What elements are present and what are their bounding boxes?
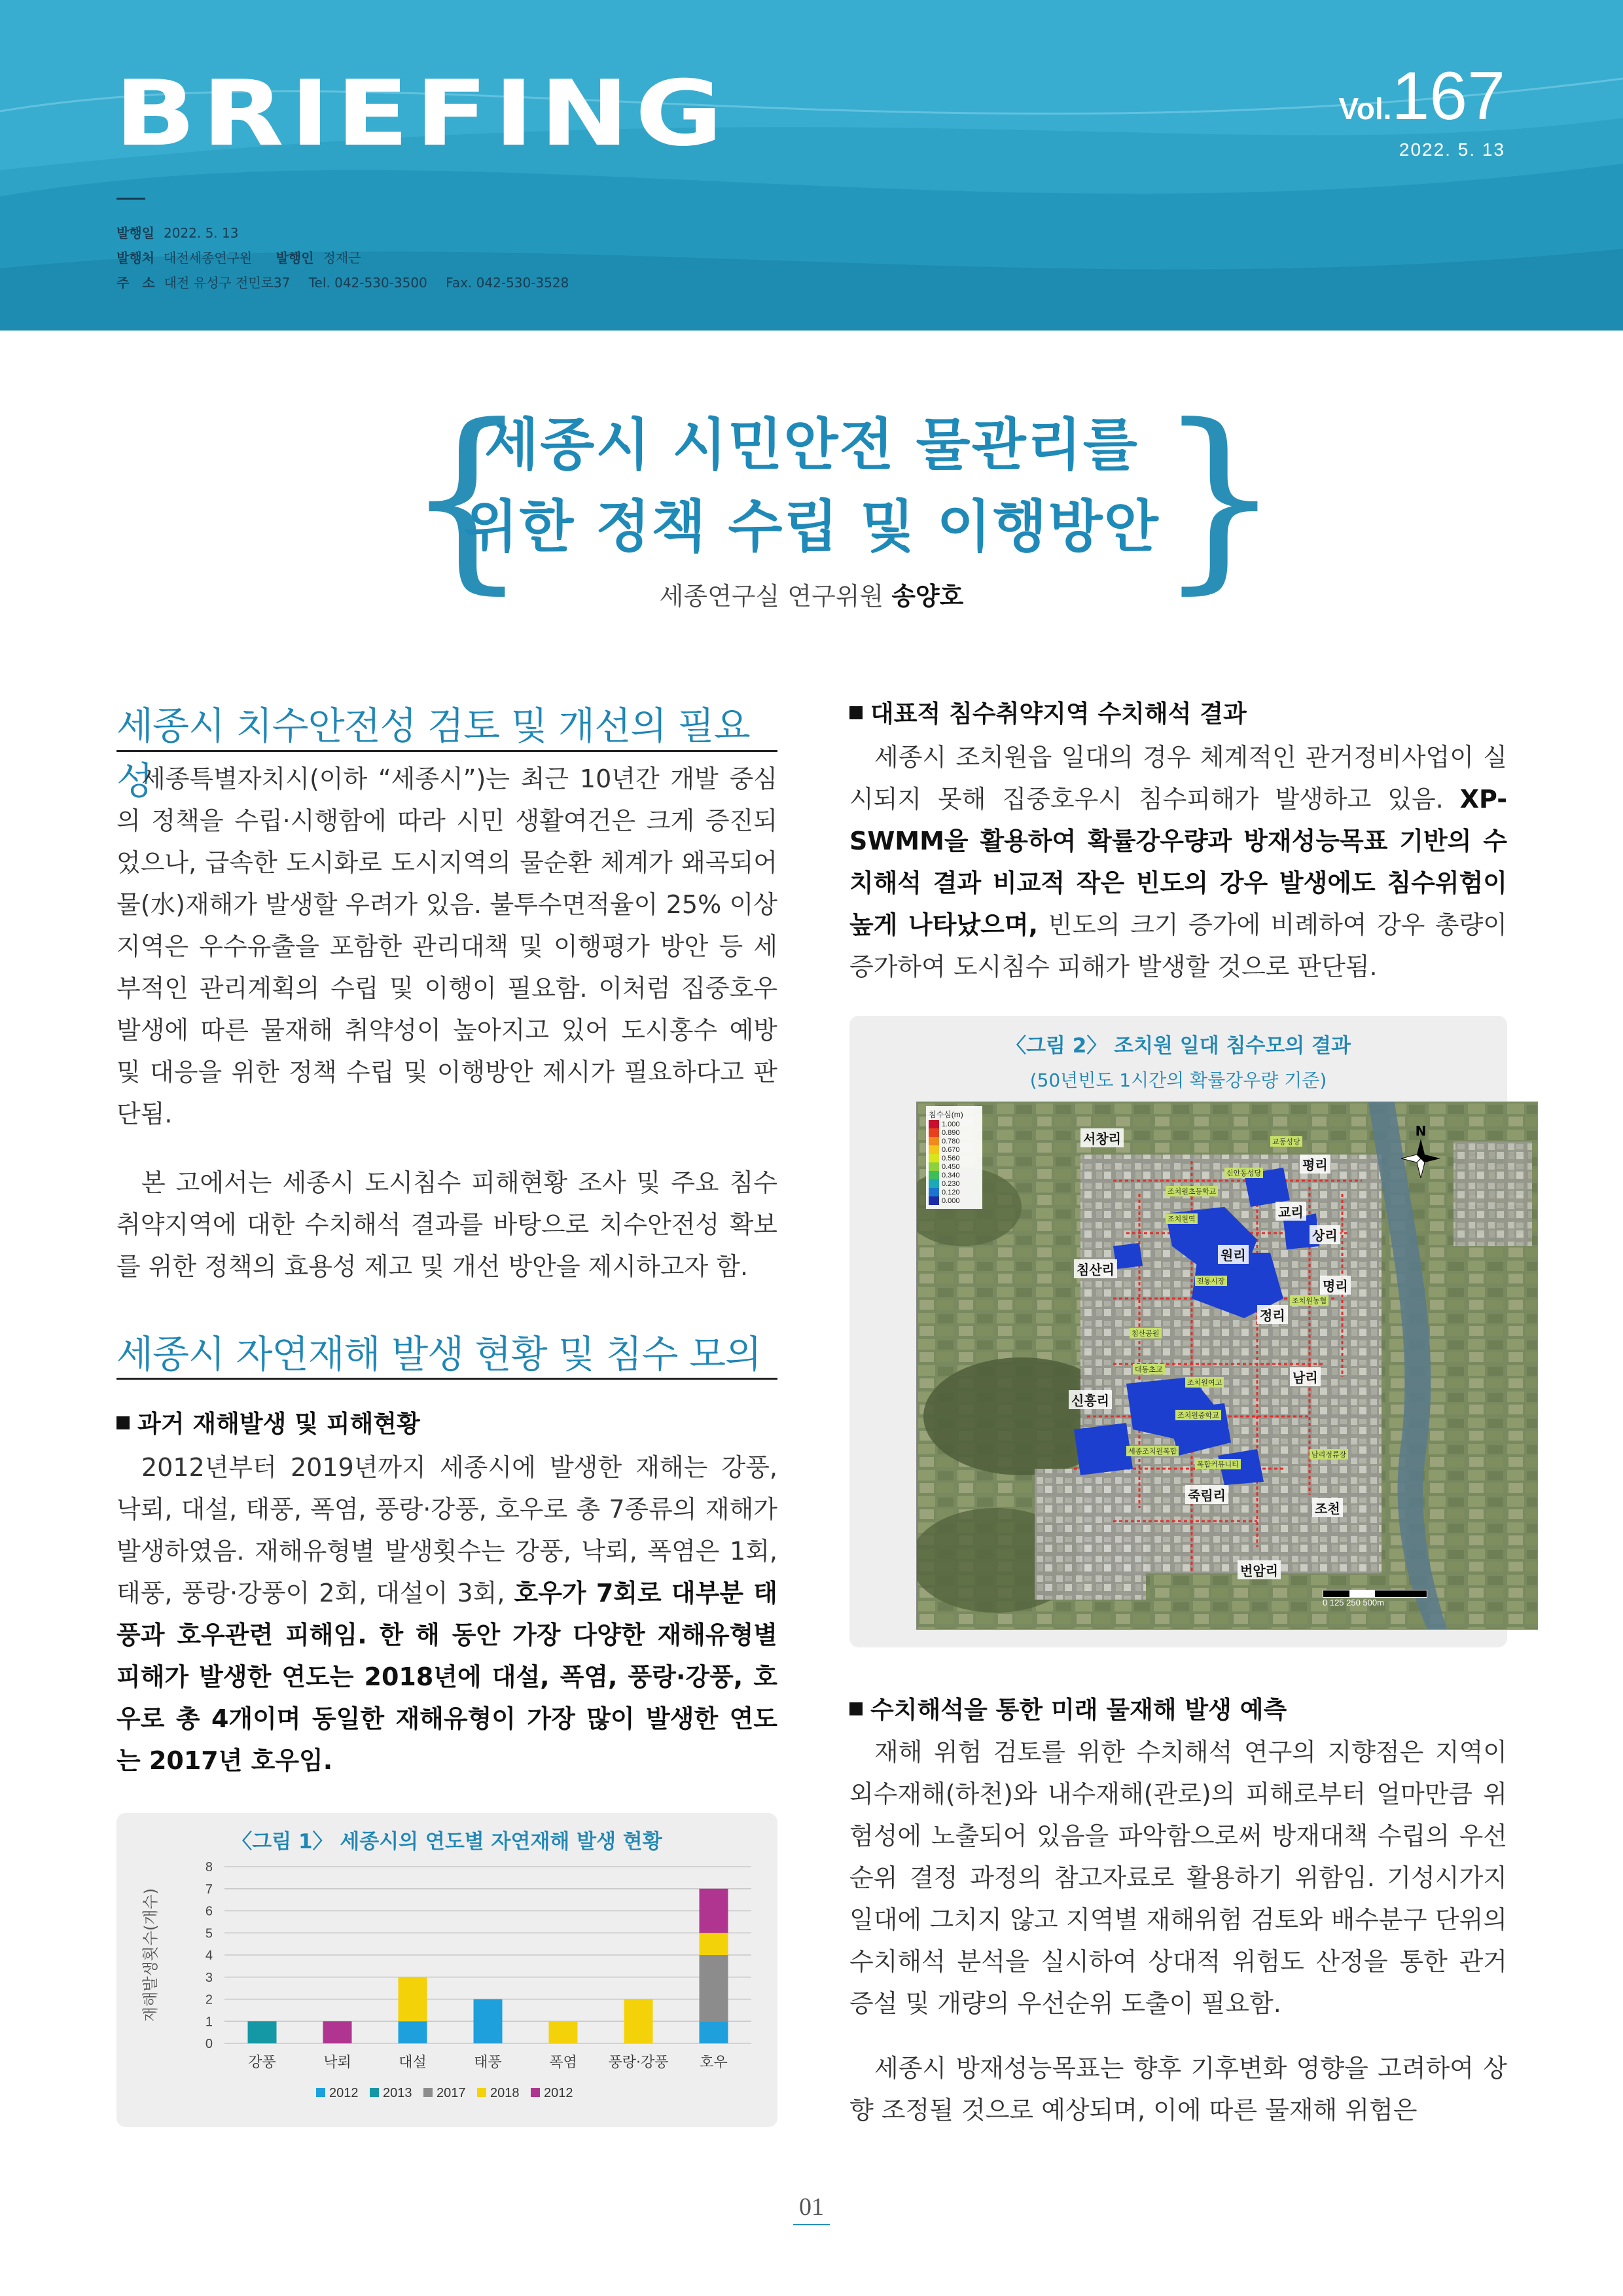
bar-segment: [399, 1977, 427, 2022]
legend-title: 침수심(m): [929, 1110, 963, 1119]
scale-bar: [1323, 1590, 1427, 1607]
legend-row: [929, 1128, 980, 1137]
facility-label: 조치원여고: [1185, 1377, 1224, 1388]
legend-value: 0.340: [942, 1171, 960, 1179]
figure2-subtitle: (50년빈도 1시간의 확률강우량 기준): [1029, 1069, 1327, 1091]
issue-date: 2022. 5. 13: [1399, 139, 1505, 160]
legend-row: [929, 1120, 980, 1128]
facility-label: 조치원농협: [1290, 1295, 1329, 1306]
legend-color: [929, 1154, 939, 1162]
author-name: 송양호: [891, 582, 964, 611]
place-label: 상리: [1310, 1225, 1340, 1244]
facility-label: 조치원초등학교: [1166, 1186, 1218, 1196]
scale-label: 0 125 250 500m: [1323, 1598, 1384, 1607]
y-tick-label: 0: [205, 2037, 213, 2051]
publisher-label: 발행처: [116, 250, 154, 266]
right-para1-c: 빈도의 크기 증가에 비례하여 강우 총량이 증가하여 도시침수 피해가 발생할 것으로 판단됨.: [849, 910, 1507, 981]
address-value: 대전 유성구 전민로37: [164, 275, 291, 291]
legend-value: 0.670: [942, 1145, 960, 1154]
address-row: [116, 272, 569, 291]
legend-swatch: [316, 2088, 325, 2097]
place-label: 번암리: [1238, 1560, 1281, 1579]
section1-heading: 세종시 치수안전성 검토 및 개선의 필요성: [116, 704, 750, 803]
right-subheading2: [849, 1690, 1287, 1725]
x-tick-label: 호우: [700, 2054, 728, 2071]
page-title-line1: 세종시 시민안전 물관리를: [484, 412, 1139, 478]
legend-row: [929, 1162, 980, 1171]
figure1-chart: [116, 1847, 777, 2122]
page-title-line2: 위한 정책 수립 및 이행방안: [463, 494, 1160, 560]
right-subheading2-text: 수치해석을 통한 미래 물재해 발생 예측: [870, 1696, 1287, 1724]
header-banner: [0, 0, 1623, 331]
address-label: 주 소: [116, 275, 155, 291]
place-label: 원리: [1218, 1245, 1249, 1264]
issuer-value: 정재근: [323, 250, 361, 266]
author-affiliation: 세종연구실 연구위원: [659, 582, 884, 611]
bar-segment: [474, 2000, 503, 2044]
facility-label: 남리정류장: [1310, 1449, 1348, 1460]
facility-label: 조치원역: [1166, 1213, 1198, 1224]
facility-label: 세종조치원복합: [1126, 1446, 1179, 1456]
fax-value: Fax. 042-530-3528: [446, 275, 569, 291]
page-number: 01: [799, 2193, 824, 2221]
issuer-label: 발행인: [276, 250, 314, 266]
legend-swatch: [477, 2088, 486, 2097]
place-label: 침산리: [1074, 1259, 1117, 1278]
legend-color: [929, 1196, 939, 1205]
x-tick-label: 풍랑·강풍: [608, 2054, 669, 2071]
x-tick-label: 폭염: [549, 2054, 577, 2071]
square-bullet-icon: [849, 1702, 863, 1715]
bar-segment: [700, 2021, 728, 2043]
section2-subheading: [116, 1404, 420, 1439]
facility-label: 복합커뮤니티: [1195, 1459, 1241, 1469]
volume-label: Vol.: [1338, 92, 1392, 126]
square-bullet-icon: [116, 1416, 130, 1429]
legend-value: 0.120: [942, 1188, 960, 1196]
right-para2: 재해 위험 검토를 위한 수치해석 연구의 지향점은 지역이 외수재해(하천)와 내수재해(관로)의 피해로부터 얼마만큼 위험성에 노출되어 있음을 파악함으로써 방재대책 수립의 우선순위 결정 과정의 참고자료로 활용하기 위함임. 기성시가지 일대에 그치지 않고 지역별 재해위험 검토와 배수분구 단위의 수치해석 분석을 실시하여 상대적 위험도 산정을 통한 관거 증설 및 개량의 우선순위 도출이 필요함.: [849, 1738, 1507, 2018]
legend-row: [929, 1171, 980, 1179]
section1-para2: 본 고에서는 세종시 도시침수 피해현황 조사 및 주요 침수 취약지역에 대한 수치해석 결과를 바탕으로 치수안전성 확보를 위한 정책의 효용성 제고 및 개선 방안을 제시하고자 함.: [116, 1168, 777, 1281]
legend-row: [929, 1188, 980, 1196]
x-tick-label: 태풍: [474, 2054, 502, 2071]
y-tick-label: 8: [205, 1860, 213, 1874]
y-axis-label: 재해발생횟수(개수): [141, 1888, 160, 2022]
pub-date-label: 발행일: [116, 225, 154, 241]
legend-swatch: [370, 2088, 379, 2097]
legend-label: 2012: [544, 2086, 573, 2100]
place-label: 평리: [1300, 1155, 1330, 1174]
facility-label: 조치원중학교: [1175, 1410, 1221, 1420]
volume-badge: [1338, 58, 1505, 134]
right-subheading1: [849, 694, 1247, 729]
legend-color: [929, 1162, 939, 1171]
y-tick-label: 3: [205, 1970, 213, 1985]
bar-segment: [323, 2021, 352, 2043]
author-line: [386, 576, 1237, 612]
volume-number: 167: [1391, 58, 1505, 134]
publisher-rule: [116, 198, 145, 200]
legend-color: [929, 1145, 939, 1154]
legend-row: [929, 1137, 980, 1145]
publisher-row: [116, 247, 361, 266]
x-tick-label: 강풍: [248, 2054, 276, 2071]
figure2-title: 〈그림 2〉 조치원 일대 침수모의 결과: [1006, 1034, 1351, 1058]
facility-label: 교동성당: [1270, 1136, 1302, 1147]
bar-segment: [700, 1889, 728, 1933]
place-label: 죽림리: [1185, 1485, 1228, 1504]
pub-date-value: 2022. 5. 13: [163, 225, 239, 241]
bar-segment: [248, 2021, 277, 2043]
bar-segment: [700, 1955, 728, 2021]
brand-title: BRIEFING: [115, 61, 729, 166]
legend-color: [929, 1128, 939, 1137]
bar-segment: [624, 2000, 653, 2044]
place-label: 신흥리: [1069, 1390, 1112, 1409]
bar-segment: [700, 1933, 728, 1955]
bar-segment: [549, 2021, 578, 2043]
legend-value: 0.890: [942, 1128, 960, 1137]
place-label: 명리: [1320, 1276, 1351, 1295]
x-tick-label: 대설: [399, 2054, 427, 2071]
legend-rows: [929, 1120, 980, 1205]
x-tick-label: 낙뢰: [323, 2054, 351, 2071]
y-tick-label: 5: [205, 1926, 213, 1941]
page-number-rule: [793, 2224, 830, 2225]
right-para1-a: 세종시 조치원읍 일대의 경우 체계적인 관거정비사업이 실시되지 못해 집중호우시 침수피해가 발생하고 있음.: [849, 743, 1507, 814]
left-brace: {: [404, 383, 529, 611]
flood-depth-legend: [926, 1106, 982, 1209]
right-para3: 세종시 방재성능목표는 향후 기후변화 영향을 고려하여 상향 조정될 것으로 예상되며, 이에 따른 물재해 위험은: [849, 2054, 1507, 2125]
right-para1-bold: XP-SWMM을 활용하여 확률강우량과 방재성능목표 기반의 수치해석 결과 비교적 작은 빈도의 강우 발생에도 침수위험이 높게 나타났으며,: [849, 785, 1507, 939]
legend-label: 2013: [383, 2086, 412, 2100]
section1-para1: 세종특별자치시(이하 “세종시”)는 최근 10년간 개발 중심의 정책을 수립·시행함에 따라 시민 생활여건은 크게 증진되었으나, 급속한 도시화로 도시지역의 물순환 체계가 왜곡되어 물(水)재해가 발생할 우려가 있음. 불투수면적율이 25% 이상 지역은 우수유출을 포함한 관리대책 및 이행평가 방안 등 세부적인 관리계획의 수립 및 이행이 필요함. 이처럼 집중호우 발생에 따른 물재해 취약성이 높아지고 있어 도시홍수 예방 및 대응을 위한 정책 수립 및 이행방안 제시가 필요하다고 판단됨.: [116, 764, 777, 1128]
legend-swatch: [531, 2088, 540, 2097]
section1-rule: [116, 750, 777, 752]
section2-para-bold: 호우가 7회로 대부분 태풍과 호우관련 피해임. 한 해 동안 가장 다양한 재해유형별 피해가 발생한 연도는 2018년에 대설, 폭염, 풍랑·강풍, 호우로 총 4개이며 동일한 재해유형이 가장 많이 발생한 연도는 2017년 호우임.: [116, 1579, 777, 1775]
legend-color: [929, 1120, 939, 1128]
section2-subheading-text: 과거 재해발생 및 피해현황: [137, 1410, 420, 1438]
bar-segment: [399, 2021, 427, 2043]
section2-para-normal: 2012년부터 2019년까지 세종시에 발생한 재해는 강풍, 낙뢰, 대설, 태풍, 폭염, 풍랑·강풍, 호우로 총 7종류의 재해가 발생하였음. 재해유형별 발생횟수는 강풍, 낙뢰, 폭염은 1회, 태풍, 풍랑·강풍이 2회, 대설이 3회,: [116, 1453, 777, 1607]
satellite-map-svg: [917, 1102, 1537, 1629]
figure1-box: [116, 1813, 777, 2127]
legend-value: 0.000: [942, 1196, 960, 1205]
section2-heading: 세종시 자연재해 발생 현황 및 침수 모의: [116, 1332, 762, 1376]
legend-value: 1.000: [942, 1120, 960, 1128]
facility-label: 대동초교: [1133, 1364, 1165, 1374]
publisher-value: 대전세종연구원: [163, 250, 253, 266]
place-label: 교리: [1275, 1202, 1306, 1221]
tel-value: Tel. 042-530-3500: [308, 275, 427, 291]
facility-label: 전통시장: [1195, 1276, 1227, 1286]
legend-color: [929, 1179, 939, 1188]
place-label: 조천: [1312, 1498, 1343, 1517]
legend-row: [929, 1196, 980, 1205]
right-para1: [849, 736, 1507, 988]
y-tick-label: 1: [205, 2015, 213, 2030]
legend-swatch: [423, 2088, 433, 2097]
section2-para: [116, 1446, 777, 1782]
flood-map: [916, 1102, 1538, 1630]
y-tick-label: 7: [205, 1882, 213, 1897]
y-tick-label: 6: [205, 1904, 213, 1919]
place-label: 남리: [1290, 1367, 1321, 1386]
facility-label: 침산공원: [1130, 1328, 1162, 1338]
place-label: 정리: [1257, 1305, 1288, 1324]
legend-label: 2017: [437, 2086, 466, 2100]
legend-value: 0.780: [942, 1137, 960, 1145]
place-label: 서창리: [1080, 1128, 1124, 1147]
right-brace: }: [1157, 383, 1282, 611]
legend-row: [929, 1145, 980, 1154]
legend-label: 2018: [490, 2086, 520, 2100]
y-tick-label: 4: [205, 1948, 213, 1963]
legend-color: [929, 1188, 939, 1196]
legend-value: 0.230: [942, 1179, 960, 1188]
y-tick-label: 2: [205, 1992, 213, 2007]
legend-row: [929, 1154, 980, 1162]
north-arrow: [1401, 1123, 1440, 1181]
north-label: N: [1415, 1123, 1427, 1139]
facility-label: 신안동성당: [1224, 1168, 1263, 1178]
compass-rose-icon: [1401, 1139, 1440, 1178]
legend-color: [929, 1171, 939, 1179]
pub-date-row: [116, 223, 238, 242]
section2-rule: [116, 1378, 777, 1380]
square-bullet-icon: [849, 706, 863, 719]
legend-color: [929, 1137, 939, 1145]
figure1-title: 〈그림 1〉 세종시의 연도별 자연재해 발생 현황: [232, 1830, 662, 1854]
legend-value: 0.560: [942, 1154, 960, 1162]
legend-value: 0.450: [942, 1162, 960, 1171]
legend-label: 2012: [329, 2086, 359, 2100]
right-subheading1-text: 대표적 침수취약지역 수치해석 결과: [870, 700, 1247, 728]
legend-row: [929, 1179, 980, 1188]
